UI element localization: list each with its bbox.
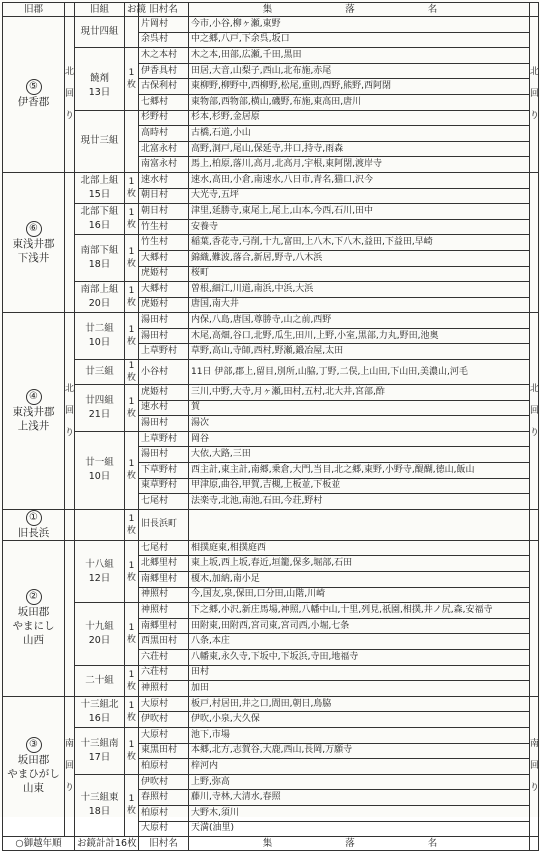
group-label xyxy=(75,540,125,602)
ken-char: 1 xyxy=(128,459,135,470)
settlement-list: 梓河内 xyxy=(189,759,530,775)
settlement-list: 杉本,杉野,金居原 xyxy=(189,110,530,126)
settlement-table xyxy=(2,2,539,851)
village-name: 大原村 xyxy=(139,727,189,743)
village-name: 木之本村 xyxy=(139,48,189,64)
route-char: 南 xyxy=(65,739,75,750)
ken-count xyxy=(125,385,139,432)
village-name: 六荘村 xyxy=(139,665,189,681)
route-char: り xyxy=(65,783,75,794)
ken-char: 1 xyxy=(128,396,135,407)
settlement-list: 今市,小谷,柳ヶ瀬,東野 xyxy=(189,17,530,33)
district-name: やまにし xyxy=(12,620,55,633)
footer-village: 旧村名 xyxy=(139,837,189,851)
village-name: 西黒田村 xyxy=(139,634,189,650)
group-label xyxy=(75,17,125,48)
group-label-line: 廿二組 xyxy=(85,323,114,335)
village-name: 虎姫村 xyxy=(139,297,189,313)
table-row xyxy=(3,282,539,298)
village-name: 南富永村 xyxy=(139,157,189,173)
ken-char: 1 xyxy=(128,286,135,297)
table-row xyxy=(3,235,539,251)
settlement-list: 高野,洞戸,尾山,保延寺,井口,持寺,雨森 xyxy=(189,141,530,157)
table-row xyxy=(3,172,539,188)
table-row xyxy=(3,385,539,401)
village-name: 虎姫村 xyxy=(139,266,189,282)
group-label-line: 13日 xyxy=(88,86,111,98)
group-label-line: 現廿四組 xyxy=(80,26,119,38)
settlement-list: 本郷,北方,志賀谷,大鹿,西山,長岡,万願寺 xyxy=(189,743,530,759)
group-label-line: 12日 xyxy=(88,572,111,584)
district-name: 上浅井 xyxy=(17,420,50,433)
village-name: 朝日村 xyxy=(139,188,189,204)
district-name: 旧長浜 xyxy=(17,526,50,539)
settlement-list: 東柳野,柳野中,西柳野,松尾,重則,西野,熊野,西阿閉 xyxy=(189,79,530,95)
ken-count xyxy=(125,727,139,774)
route-direction-left xyxy=(65,313,75,510)
group-label-line: 北部下組 xyxy=(80,206,119,218)
village-name: 湯田村 xyxy=(139,328,189,344)
settlement-list: 田村 xyxy=(189,665,530,681)
table-row xyxy=(3,204,539,220)
group-label xyxy=(75,282,125,313)
village-name: 上草野村 xyxy=(139,344,189,360)
ken-count xyxy=(125,110,139,172)
route-char: り xyxy=(530,428,540,439)
ken-char: 1 xyxy=(128,560,135,571)
ken-char: 枚 xyxy=(126,79,136,90)
district-order-number: ④ xyxy=(26,389,42,405)
route-char: 北 xyxy=(530,67,540,78)
footer-row xyxy=(3,837,539,851)
table-row xyxy=(3,696,539,712)
group-label xyxy=(75,313,125,360)
group-label xyxy=(75,172,125,203)
table-row xyxy=(3,110,539,126)
settlement-list: 錦織,難波,落合,新居,野寺,八木浜 xyxy=(189,250,530,266)
group-label-line: 南部下組 xyxy=(80,245,119,257)
footer-total: お鏡計計16枚 xyxy=(75,837,139,851)
ken-char: 1枚 xyxy=(126,794,136,817)
group-label xyxy=(75,665,125,696)
group-label-line: 20日 xyxy=(88,634,111,646)
group-label-line: 20日 xyxy=(88,298,111,310)
ken-count xyxy=(125,603,139,665)
district-cell xyxy=(3,509,65,540)
route-direction-left xyxy=(65,172,75,312)
settlement-list: 木之本,田部,広瀬,千田,黒田 xyxy=(189,48,530,64)
ken-char: 枚 xyxy=(126,189,136,200)
village-name: 片岡村 xyxy=(139,17,189,33)
village-name: 柏原村 xyxy=(139,805,189,821)
village-name: 北郷里村 xyxy=(139,556,189,572)
route-direction-left xyxy=(65,540,75,696)
village-name: 伊吹村 xyxy=(139,774,189,790)
settlement-list: 伊吹,小泉,大久保 xyxy=(189,712,530,728)
village-name: 速水村 xyxy=(139,172,189,188)
table-row xyxy=(3,48,539,64)
district-name: 坂田郡 xyxy=(17,606,50,619)
route-direction-right xyxy=(530,540,539,696)
ken-char: 1 xyxy=(128,247,135,258)
village-name: 神照村 xyxy=(139,603,189,619)
route-char: 回 xyxy=(530,761,540,772)
header-old-group: 旧組 xyxy=(75,3,125,17)
settlement-list: 大依,大路,三田 xyxy=(189,447,530,463)
settlement-list: 大光寺,五坪 xyxy=(189,188,530,204)
settlement-list: 藤川,寺林,大清水,春照 xyxy=(189,790,530,806)
ken-char: 1 xyxy=(128,325,135,336)
ken-char: 枚 xyxy=(126,634,136,645)
district-name: 山東 xyxy=(23,782,44,795)
footer-blank xyxy=(530,837,539,851)
village-name: 大原村 xyxy=(139,696,189,712)
village-name: 東黒田村 xyxy=(139,743,189,759)
route-char: 北 xyxy=(65,67,75,78)
group-label xyxy=(75,431,125,509)
ken-char: 1枚 xyxy=(126,700,136,723)
route-direction-right xyxy=(530,172,539,312)
settlement-list: 田居,大音,山梨子,西山,北布施,赤尾 xyxy=(189,63,530,79)
settlement-list: 速水,高田,小倉,南速水,八日市,青名,猫口,沢今 xyxy=(189,172,530,188)
village-name: 高時村 xyxy=(139,126,189,142)
village-name: 朝日村 xyxy=(139,204,189,220)
ken-count xyxy=(125,204,139,235)
ken-count xyxy=(125,17,139,48)
settlement-list: 相撲庭東,相撲庭西 xyxy=(189,540,530,556)
table-row xyxy=(3,360,539,385)
settlement-list: 岡谷 xyxy=(189,431,530,447)
settlement-list: 上野,弥高 xyxy=(189,774,530,790)
group-label-line: 廿一組 xyxy=(85,457,114,469)
settlement-list: 下之郷,小沢,新庄馬場,神照,八幡中山,十里,列見,祇園,相撲,井ノ尻,森,安福寺 xyxy=(189,603,530,619)
village-name: 南郷里村 xyxy=(139,618,189,634)
settlement-list: 加田 xyxy=(189,681,530,697)
village-name: 古保利村 xyxy=(139,79,189,95)
village-name: 南郷里村 xyxy=(139,572,189,588)
group-label xyxy=(75,360,125,385)
route-char: 南 xyxy=(530,739,540,750)
route-direction-left xyxy=(65,696,75,836)
ken-char: 枚 xyxy=(126,259,136,270)
village-name: 七郷村 xyxy=(139,94,189,110)
route-char: 回 xyxy=(65,89,75,100)
table-body xyxy=(3,17,539,837)
settlement-list: 桜町 xyxy=(189,266,530,282)
district-order-number: ② xyxy=(26,589,42,605)
settlement-list: 古橋,石道,小山 xyxy=(189,126,530,142)
village-name: 神照村 xyxy=(139,681,189,697)
group-label-line: 現廿三組 xyxy=(80,135,119,147)
district-cell xyxy=(3,313,65,510)
group-label-line: 10日 xyxy=(88,471,111,483)
settlement-list: 賀 xyxy=(189,400,530,416)
ken-char: 枚 xyxy=(126,337,136,348)
ken-char: 1 xyxy=(128,208,135,219)
settlement-list: 11日 伊部,郡上,留目,別所,山脇,丁野,二俣,上山田,下山田,美濃山,河毛 xyxy=(189,360,530,385)
ken-char: 枚 xyxy=(126,298,136,309)
district-name: 伊香郡 xyxy=(17,96,50,109)
header-village: 旧村名 xyxy=(139,3,189,17)
settlement-list: 天満(油里) xyxy=(189,821,530,837)
district-name: やまひがし xyxy=(7,768,60,781)
village-name: 旧長浜町 xyxy=(139,509,189,540)
settlement-list: 湯次 xyxy=(189,416,530,432)
district-name: 山西 xyxy=(23,634,44,647)
settlement-list: 中之郷,八戸,下余呉,坂口 xyxy=(189,32,530,48)
route-char: り xyxy=(530,111,540,122)
village-name: 春照村 xyxy=(139,790,189,806)
settlement-list: 安養寺 xyxy=(189,219,530,235)
group-label-line: 21日 xyxy=(88,408,111,420)
settlement-list: 内保,八島,唐国,尊勝寺,山之前,西野 xyxy=(189,313,530,329)
settlement-list: 法楽寺,北池,南池,石田,今荘,野村 xyxy=(189,494,530,510)
settlement-list: 曽根,細江,川道,南浜,中浜,大浜 xyxy=(189,282,530,298)
route-char: 回 xyxy=(65,761,75,772)
header-direction xyxy=(65,3,75,17)
settlement-list: 甲津原,曲谷,甲賀,吉槻,上板並,下板並 xyxy=(189,478,530,494)
header-direction-right xyxy=(530,3,539,17)
table-row xyxy=(3,603,539,619)
group-label xyxy=(75,235,125,282)
group-label xyxy=(75,48,125,110)
village-name: 大郷村 xyxy=(139,250,189,266)
ken-count xyxy=(125,172,139,203)
group-label xyxy=(75,696,125,727)
table-row xyxy=(3,774,539,790)
ken-count xyxy=(125,431,139,509)
village-name: 六荘村 xyxy=(139,649,189,665)
header-old-district: 旧郡 xyxy=(3,3,65,17)
table-row xyxy=(3,17,539,33)
district-name: 下浅井 xyxy=(17,251,50,264)
route-char: り xyxy=(65,428,75,439)
village-name: 伊香具村 xyxy=(139,63,189,79)
settlement-list: 東物部,西物部,横山,磯野,布施,東高田,唐川 xyxy=(189,94,530,110)
table-row xyxy=(3,313,539,329)
settlement-list: 八幡東,永久寺,下坂中,下坂浜,寺田,地福寺 xyxy=(189,649,530,665)
group-label-line: 十三組南 xyxy=(80,737,119,749)
district-order-number: ③ xyxy=(26,737,42,753)
ken-count xyxy=(125,48,139,110)
village-name: 速水村 xyxy=(139,400,189,416)
district-order-number: ⑤ xyxy=(26,79,42,95)
group-label-line: 18日 xyxy=(88,806,111,818)
ken-count xyxy=(125,282,139,313)
ken-count xyxy=(125,774,139,836)
village-name: 神照村 xyxy=(139,587,189,603)
district-name: 坂田郡 xyxy=(17,754,50,767)
village-name: 竹生村 xyxy=(139,235,189,251)
route-direction-right xyxy=(530,696,539,836)
group-label-line: 10日 xyxy=(88,337,111,349)
village-name: 湯田村 xyxy=(139,447,189,463)
village-name: 虎姫村 xyxy=(139,385,189,401)
settlement-list: 稲葉,香花寺,弓削,十九,富田,上八木,下八木,益田,下益田,早崎 xyxy=(189,235,530,251)
village-name: 東草野村 xyxy=(139,478,189,494)
route-char: 北 xyxy=(530,384,540,395)
village-name: 北富永村 xyxy=(139,141,189,157)
route-direction-right xyxy=(530,313,539,510)
group-label-line: 十九組 xyxy=(85,620,114,632)
group-label xyxy=(75,385,125,432)
village-name: 余呉村 xyxy=(139,32,189,48)
group-label xyxy=(75,204,125,235)
settlement-list: 馬上,柏原,落川,高月,北高月,宇根,東阿閉,渡岸寺 xyxy=(189,157,530,173)
group-label xyxy=(75,603,125,665)
group-label-line: 十三組北 xyxy=(80,698,119,710)
route-char: り xyxy=(530,783,540,794)
header-ken: お鏡 xyxy=(125,3,139,17)
village-name: 上草野村 xyxy=(139,431,189,447)
group-label xyxy=(75,774,125,836)
ken-count xyxy=(125,313,139,360)
district-cell xyxy=(3,172,65,312)
group-label-line: 十三組東 xyxy=(80,792,119,804)
ken-count xyxy=(125,509,139,540)
village-name: 大郷村 xyxy=(139,282,189,298)
district-cell xyxy=(3,540,65,696)
village-name: 七尾村 xyxy=(139,540,189,556)
route-direction-left xyxy=(65,509,75,540)
group-label-line: 17日 xyxy=(88,751,111,763)
group-label-line: 十八組 xyxy=(85,558,114,570)
group-label-line: 16日 xyxy=(88,712,111,724)
footer-settlement: 集 落 名 xyxy=(189,837,530,851)
group-label-line: 廿四組 xyxy=(85,394,114,406)
district-name: 東浅井郡 xyxy=(12,237,55,250)
header-row xyxy=(3,3,539,17)
route-char: 回 xyxy=(530,89,540,100)
settlement-list: 池下,市場 xyxy=(189,727,530,743)
ken-count xyxy=(125,665,139,696)
ken-char: 1枚 xyxy=(126,739,136,762)
ken-char: 枚 xyxy=(126,408,136,419)
settlement-list: 津里,延勝寺,東尾上,尾上,山本,今西,石川,田中 xyxy=(189,204,530,220)
table-row xyxy=(3,431,539,447)
settlement-list: 今,国友,泉,保田,口分田,山階,川崎 xyxy=(189,587,530,603)
settlement-list: 板戸,村居田,井之口,間田,朝日,鳥脇 xyxy=(189,696,530,712)
settlement-list xyxy=(189,509,530,540)
header-settlement: 集 落 名 xyxy=(189,3,530,17)
ken-count xyxy=(125,235,139,282)
footer-order: ○御越年順 xyxy=(3,837,75,851)
ken-char: 1枚 xyxy=(126,361,136,384)
ken-count xyxy=(125,360,139,385)
village-name: 下草野村 xyxy=(139,463,189,479)
settlement-list: 東上坂,西上坂,春近,垣籠,保多,堀部,石田 xyxy=(189,556,530,572)
group-label xyxy=(75,727,125,774)
table-row xyxy=(3,540,539,556)
table-row xyxy=(3,727,539,743)
route-direction-left xyxy=(65,17,75,173)
ken-char: 枚 xyxy=(126,220,136,231)
village-name: 小谷村 xyxy=(139,360,189,385)
ken-char: 枚 xyxy=(126,572,136,583)
settlement-list: 三川,中野,大寺,月ヶ瀬,田村,五村,北大井,宮部,酢 xyxy=(189,385,530,401)
district-order-number: ① xyxy=(26,510,42,526)
ken-char: 1 xyxy=(128,177,135,188)
village-name: 湯田村 xyxy=(139,313,189,329)
settlement-list: 唐国,南大井 xyxy=(189,297,530,313)
district-cell xyxy=(3,696,65,836)
ken-char: 1 xyxy=(128,67,135,78)
group-label xyxy=(75,110,125,172)
settlement-list: 草野,高山,寺師,西村,野瀬,鍛冶屋,太田 xyxy=(189,344,530,360)
settlement-list: 木尾,高畑,谷口,北野,瓜生,田川,上野,小室,黒部,力丸,野田,池奥 xyxy=(189,328,530,344)
settlement-list: 榎木,加納,南小足 xyxy=(189,572,530,588)
settlement-list: 大野木,須川 xyxy=(189,805,530,821)
route-direction-right xyxy=(530,509,539,540)
group-label-line: 15日 xyxy=(88,189,111,201)
village-name: 湯田村 xyxy=(139,416,189,432)
ken-char: 1枚 xyxy=(126,513,136,536)
group-label-line: 16日 xyxy=(88,220,111,232)
table-row xyxy=(3,509,539,540)
ken-count xyxy=(125,696,139,727)
village-name: 柏原村 xyxy=(139,759,189,775)
village-name: 竹生村 xyxy=(139,219,189,235)
village-name: 伊吹村 xyxy=(139,712,189,728)
settlement-list: 八条,本庄 xyxy=(189,634,530,650)
route-char: 回 xyxy=(65,406,75,417)
route-char: 北 xyxy=(65,384,75,395)
village-name: 大原村 xyxy=(139,821,189,837)
group-label-line: 北部上組 xyxy=(80,175,119,187)
district-order-number: ⑥ xyxy=(26,221,42,237)
group-label-line: 南部上組 xyxy=(80,284,119,296)
district-name: 東浅井郡 xyxy=(12,406,55,419)
ken-char: 1枚 xyxy=(126,669,136,692)
route-char: 回 xyxy=(530,406,540,417)
village-name: 杉野村 xyxy=(139,110,189,126)
group-label-line: 18日 xyxy=(88,259,111,271)
village-name: 七尾村 xyxy=(139,494,189,510)
route-char: り xyxy=(65,111,75,122)
group-label xyxy=(75,509,125,540)
ken-count xyxy=(125,540,139,602)
group-label-line: 饒剤 xyxy=(89,72,109,84)
district-cell xyxy=(3,17,65,173)
settlement-list: 田附東,田附西,宮司東,宮司西,小堀,七条 xyxy=(189,618,530,634)
ken-char: 枚 xyxy=(126,471,136,482)
group-label-line: 廿三組 xyxy=(85,366,114,378)
settlement-list: 西主計,東主計,南郷,乗倉,大門,当目,北之郷,東野,小野寺,醍醐,徳山,飯山 xyxy=(189,463,530,479)
table-row xyxy=(3,665,539,681)
ken-char: 1 xyxy=(128,622,135,633)
route-direction-right xyxy=(530,17,539,173)
group-label-line: 二十組 xyxy=(85,674,114,686)
